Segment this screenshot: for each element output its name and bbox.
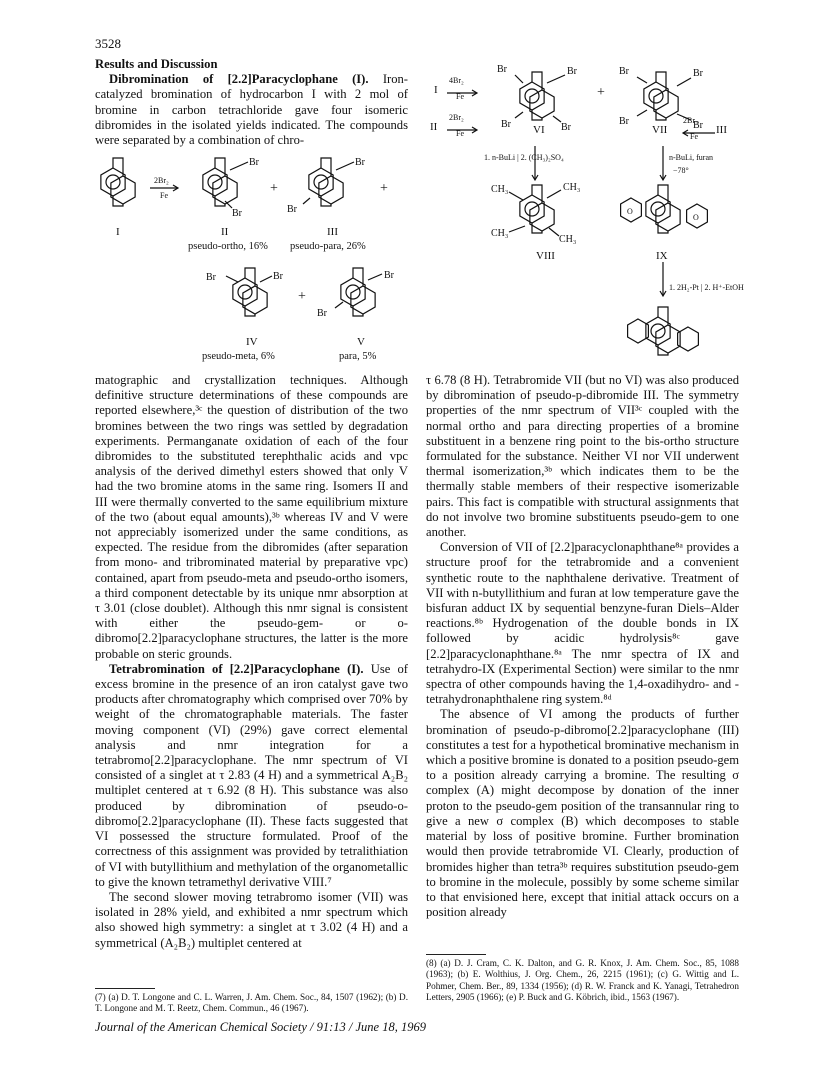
br-VII-3: Br <box>619 116 629 127</box>
label-I: I <box>116 226 120 238</box>
br-VI-3: Br <box>501 119 511 130</box>
step-left: 1. n-BuLi | 2. (CH₃)₂SO₄ <box>484 153 564 162</box>
paragraph-tetrabromide-vii: τ 6.78 (8 H). Tetrabromide VII (but no VI) was also produced by dibromination of pseudo-p-dibromide III. The symmetry properties of the nmr spectrum of VII³ᶜ coupled with the normal ortho and para directing properties of a bromine substituent in a benzene ring point to the bis-ortho structure formulated for the substance. Neither VI nor VII underwent thermal isomerization,³ᵇ which indicates them to be the thermally stable members of their respective isomerizable pairs. This fact is compatible with structural assignments that do not involve two bromine substituents pseudo-gem to one another. <box>426 373 739 540</box>
bond-V-br1 <box>368 274 382 280</box>
br-V-2: Br <box>317 308 327 319</box>
paragraph-conversion: Conversion of VII of [2.2]paracyclonaphthane⁸ᵃ provides a structure proof for the tetrabromide and a convenient synthetic route to the naphthalene derivative. Treatment of VII with n-butyllithium and furan at low temperature gave the bisfuran adduct IX by sequential benzyne-furan Diels–Alder reactions.⁸ᵇ Hydrogenation of the double bonds in IX followed by acidic hydrolysis⁸ᶜ gave [2.2]paracyclonaphthane.⁸ᵃ The nmr spectra of IX and tetrahydro-IX (Experimental Section) were similar to the nmr spectra of other compounds having the 1,4-oxadihydro- and -tetrahydronaphthalene ring system.⁸ᵈ <box>426 540 739 707</box>
row1-reagent-top: 4Br₂ <box>449 76 464 85</box>
arrow-to-IX <box>660 146 666 180</box>
right-column-main <box>426 373 739 920</box>
arrow-to-product <box>660 262 666 296</box>
scheme-dibromination <box>90 148 420 368</box>
label-VI: VI <box>533 124 545 136</box>
plus-2: + <box>380 181 388 196</box>
row2-reagent-bottom: Fe <box>456 129 464 138</box>
row2-label: II <box>430 121 438 133</box>
br-VI-1: Br <box>497 64 507 75</box>
run-in-dibromination: Dibromination of [2.2]Paracyclophane (I). <box>109 72 369 87</box>
bond-VIII-ch3-2 <box>547 190 561 198</box>
row1-reagent-bottom: Fe <box>456 92 464 101</box>
br-VII-2: Br <box>693 68 703 79</box>
oxygen-IX-left: O <box>627 207 633 216</box>
label-III-right: III <box>716 124 727 136</box>
structure-paracyclonaphthane <box>646 307 680 355</box>
structure-IV <box>233 268 267 316</box>
label-III: III <box>327 226 338 238</box>
footnote-8 <box>426 958 739 1003</box>
section-heading: Results and Discussion <box>95 57 218 71</box>
structure-IX <box>646 185 680 233</box>
structure-II <box>203 158 237 206</box>
step-final: 1. 2H₂-Pt | 2. H⁺-EtOH <box>669 283 744 292</box>
bond-VI-br2 <box>547 75 565 83</box>
structure-III <box>309 158 343 206</box>
row1-label: I <box>434 84 438 96</box>
naphthalene-left-ring <box>628 319 649 343</box>
naphthalene-right-ring <box>678 327 699 351</box>
structure-VIII <box>520 185 554 233</box>
bond-III-br1 <box>336 162 354 170</box>
reagent-2br2: 2Br₂ <box>154 176 169 185</box>
left-column-top <box>95 57 408 148</box>
run-in-tetrabromination: Tetrabromination of [2.2]Paracyclophane (I). <box>109 661 364 676</box>
structure-VII <box>644 72 678 120</box>
structure-I <box>101 158 135 206</box>
paragraph-absence: The absence of VI among the products of further bromination of pseudo-p-dibromo[2.2]paracyclophane (III) constitutes a test for a hypothetical brominative mechanism in which a positive bromine is donated to a position pseudo-gem to a position already carrying a bromine. The resulting σ complex (A) might decompose by donation of the inner proton to the pseudo-gem position of the transannular ring to give a new σ complex (B) which decomposes to stable material by loss of positive bromine. Further bromination would then provide tetrabromide VI. Clearly, production of bromides higher than tetra³ᵇ requires substitution pseudo-gem to bromine in the molecule, possibly by some scheme similar to that envisioned here, except that initial attack occurs on a position already <box>426 707 739 920</box>
footnote-7-text: (7) (a) D. T. Longone and C. L. Warren, J. Am. Chem. Soc., 84, 1507 (1962); (b) D. T. Longone and M. T. Reetz, Chem. Commun., 46 (1967). <box>95 992 408 1014</box>
bond-VIII-ch3-1 <box>509 192 523 200</box>
paragraph-tetrabromination <box>95 662 408 890</box>
label-VIII: VIII <box>536 250 555 262</box>
paragraph-second-isomer: The second slower moving tetrabromo isomer (VII) was isolated in 28% yield, and exhibited a nmr spectrum which also showed high symmetry: a singlet at τ 3.02 (4 H) and a symmetrical (A₂B₂) multiplet centered at <box>95 889 408 950</box>
paragraph-dibromination-text: Iron-catalyzed bromination of hydrocarbon I with 2 mol of bromine in carbon tetrachloride gave four isomeric dibromides in the isolated yields indicated. The compounds were separated by a combination of chro- <box>95 72 408 148</box>
reagent-fe: Fe <box>160 191 168 200</box>
caption-III: pseudo-para, 26% <box>290 241 366 252</box>
br-VII-4: Br <box>693 120 703 131</box>
bond-IV-br1 <box>226 276 238 282</box>
row2-reagent-top: 2Br₂ <box>449 113 464 122</box>
ch3-VIII-4: CH₃ <box>559 234 577 245</box>
br-VI-4: Br <box>561 122 571 133</box>
plus-3: + <box>298 289 306 304</box>
structure-V <box>341 268 375 316</box>
bond-VI-br3 <box>515 112 523 118</box>
caption-IV: pseudo-meta, 6% <box>202 351 275 362</box>
bond-VII-br2 <box>677 78 691 86</box>
br-IV-2: Br <box>273 271 283 282</box>
ch3-VIII-1: CH₃ <box>491 184 509 195</box>
br-III-1: Br <box>355 157 365 168</box>
footnote-rule-right <box>426 954 486 955</box>
bond-III-br2 <box>303 198 310 204</box>
label-IX: IX <box>656 250 668 262</box>
footnote-7 <box>95 992 408 1015</box>
arrow-to-VIII <box>532 146 538 180</box>
plus-right: + <box>597 85 605 100</box>
plus-1: + <box>270 181 278 196</box>
label-II: II <box>221 226 229 238</box>
label-V: V <box>357 336 365 348</box>
footnote-8-text: (8) (a) D. J. Cram, C. K. Dalton, and G. R. Knox, J. Am. Chem. Soc., 85, 1088 (1963); (b) E. Wolthius, J. Org. Chem., 26, 2215 (1961); (c) G. Wittig and L. Pohmer, Chem. Ber., 89, 1334 (1956); (d) R. W. Franck and K. Yanagi, Tetrahedron Letters, 2905 (1966); (e) P. Buck and G. Köbrich, ibid., 1563 (1967). <box>426 958 739 1002</box>
bond-IV-br2 <box>260 276 272 282</box>
bond-VIII-ch3-3 <box>509 226 525 232</box>
rev-reagent-bottom: Fe <box>690 132 698 141</box>
journal-line: Journal of the American Chemical Society / 91:13 / June 18, 1969 <box>95 1020 426 1034</box>
rev-reagent-top: 2Br₂ <box>683 116 698 125</box>
br-VI-2: Br <box>567 66 577 77</box>
scheme-tetrabromination <box>425 50 755 380</box>
paragraph-dibromination <box>95 72 408 148</box>
page-number: 3528 <box>95 36 121 51</box>
caption-V: para, 5% <box>339 351 377 362</box>
ch3-VIII-2: CH₃ <box>563 182 581 193</box>
bond-V-br2 <box>335 302 343 308</box>
structure-VI <box>520 72 554 120</box>
br-II-1: Br <box>249 157 259 168</box>
label-VII: VII <box>652 124 668 136</box>
ch3-VIII-3: CH₃ <box>491 228 509 239</box>
bond-VII-br1 <box>637 77 647 83</box>
br-IV-1: Br <box>206 272 216 283</box>
bond-VII-br3 <box>637 110 647 116</box>
step-right-1: n-BuLi, furan <box>669 153 713 162</box>
br-VII-1: Br <box>619 66 629 77</box>
label-IV: IV <box>246 336 258 348</box>
br-III-2: Br <box>287 204 297 215</box>
paragraph-degradation: matographic and crystallization techniques. Although definitive structure determinations of these compounds are reported elsewhere,³ᶜ the question of distribution of the two bromines between the two rings was settled by degradation experiments. Permanganate oxidation of each of the four dibromides to the substituted terephthalic acids and vpc analysis of the derived dimethyl esters showed that only V had the two bromine atoms in the same ring. Isomers II and III were thermally converted to the same equilibrium mixture of the two (about equal amounts),³ᵇ whereas IV and V were not appreciably isomerized under the same conditions, as expected. The residue from the dibromides (after separation from mono- and tribrominated material by preparative vpc) contained, apart from pseudo-meta and pseudo-ortho isomers, a third component detectable by its unique nmr absorption at τ 3.01 (close doublet). Although this nmr signal is consistent with either the pseudo-gem- or o-dibromo[2.2]paracyclophane structures, the latter is the more probable on steric grounds. <box>95 373 408 661</box>
br-V-1: Br <box>384 270 394 281</box>
bond-VIII-ch3-4 <box>549 228 559 236</box>
paragraph-tetrabromination-text: Use of excess bromine in the presence of an iron catalyst gave two products after chromatography which comprised over 70% by weight of the chromatographable materials. The faster moving component (VI) (29%) gave correct elemental analysis and nmr integration for a tetrabromo[2.2]paracyclophane. The nmr spectrum of VI consisted of a singlet at τ 2.83 (4 H) and a symmetrical A₂B₂ multiplet centered at τ 6.92 (8 H). This substance was also produced by dibromination of pseudo-o-dibromo[2.2]paracyclophane (II). These facts suggested that VI possessed the structure formulated. Proof of the correctness of this assignment was provided by tetralithiation of VI with butyllithium and methylation of the organometallic to give the known tetramethyl derivative VIII.⁷ <box>95 661 408 889</box>
step-right-2: −78° <box>673 166 689 175</box>
bond-VI-br1 <box>515 75 523 83</box>
oxygen-IX-right: O <box>693 213 699 222</box>
br-II-2: Br <box>232 208 242 219</box>
bond-VI-br4 <box>553 116 561 122</box>
caption-II: pseudo-ortho, 16% <box>188 241 268 252</box>
bond-II-br1 <box>230 162 248 170</box>
left-column-main <box>95 373 408 951</box>
footnote-rule-left <box>95 988 155 989</box>
